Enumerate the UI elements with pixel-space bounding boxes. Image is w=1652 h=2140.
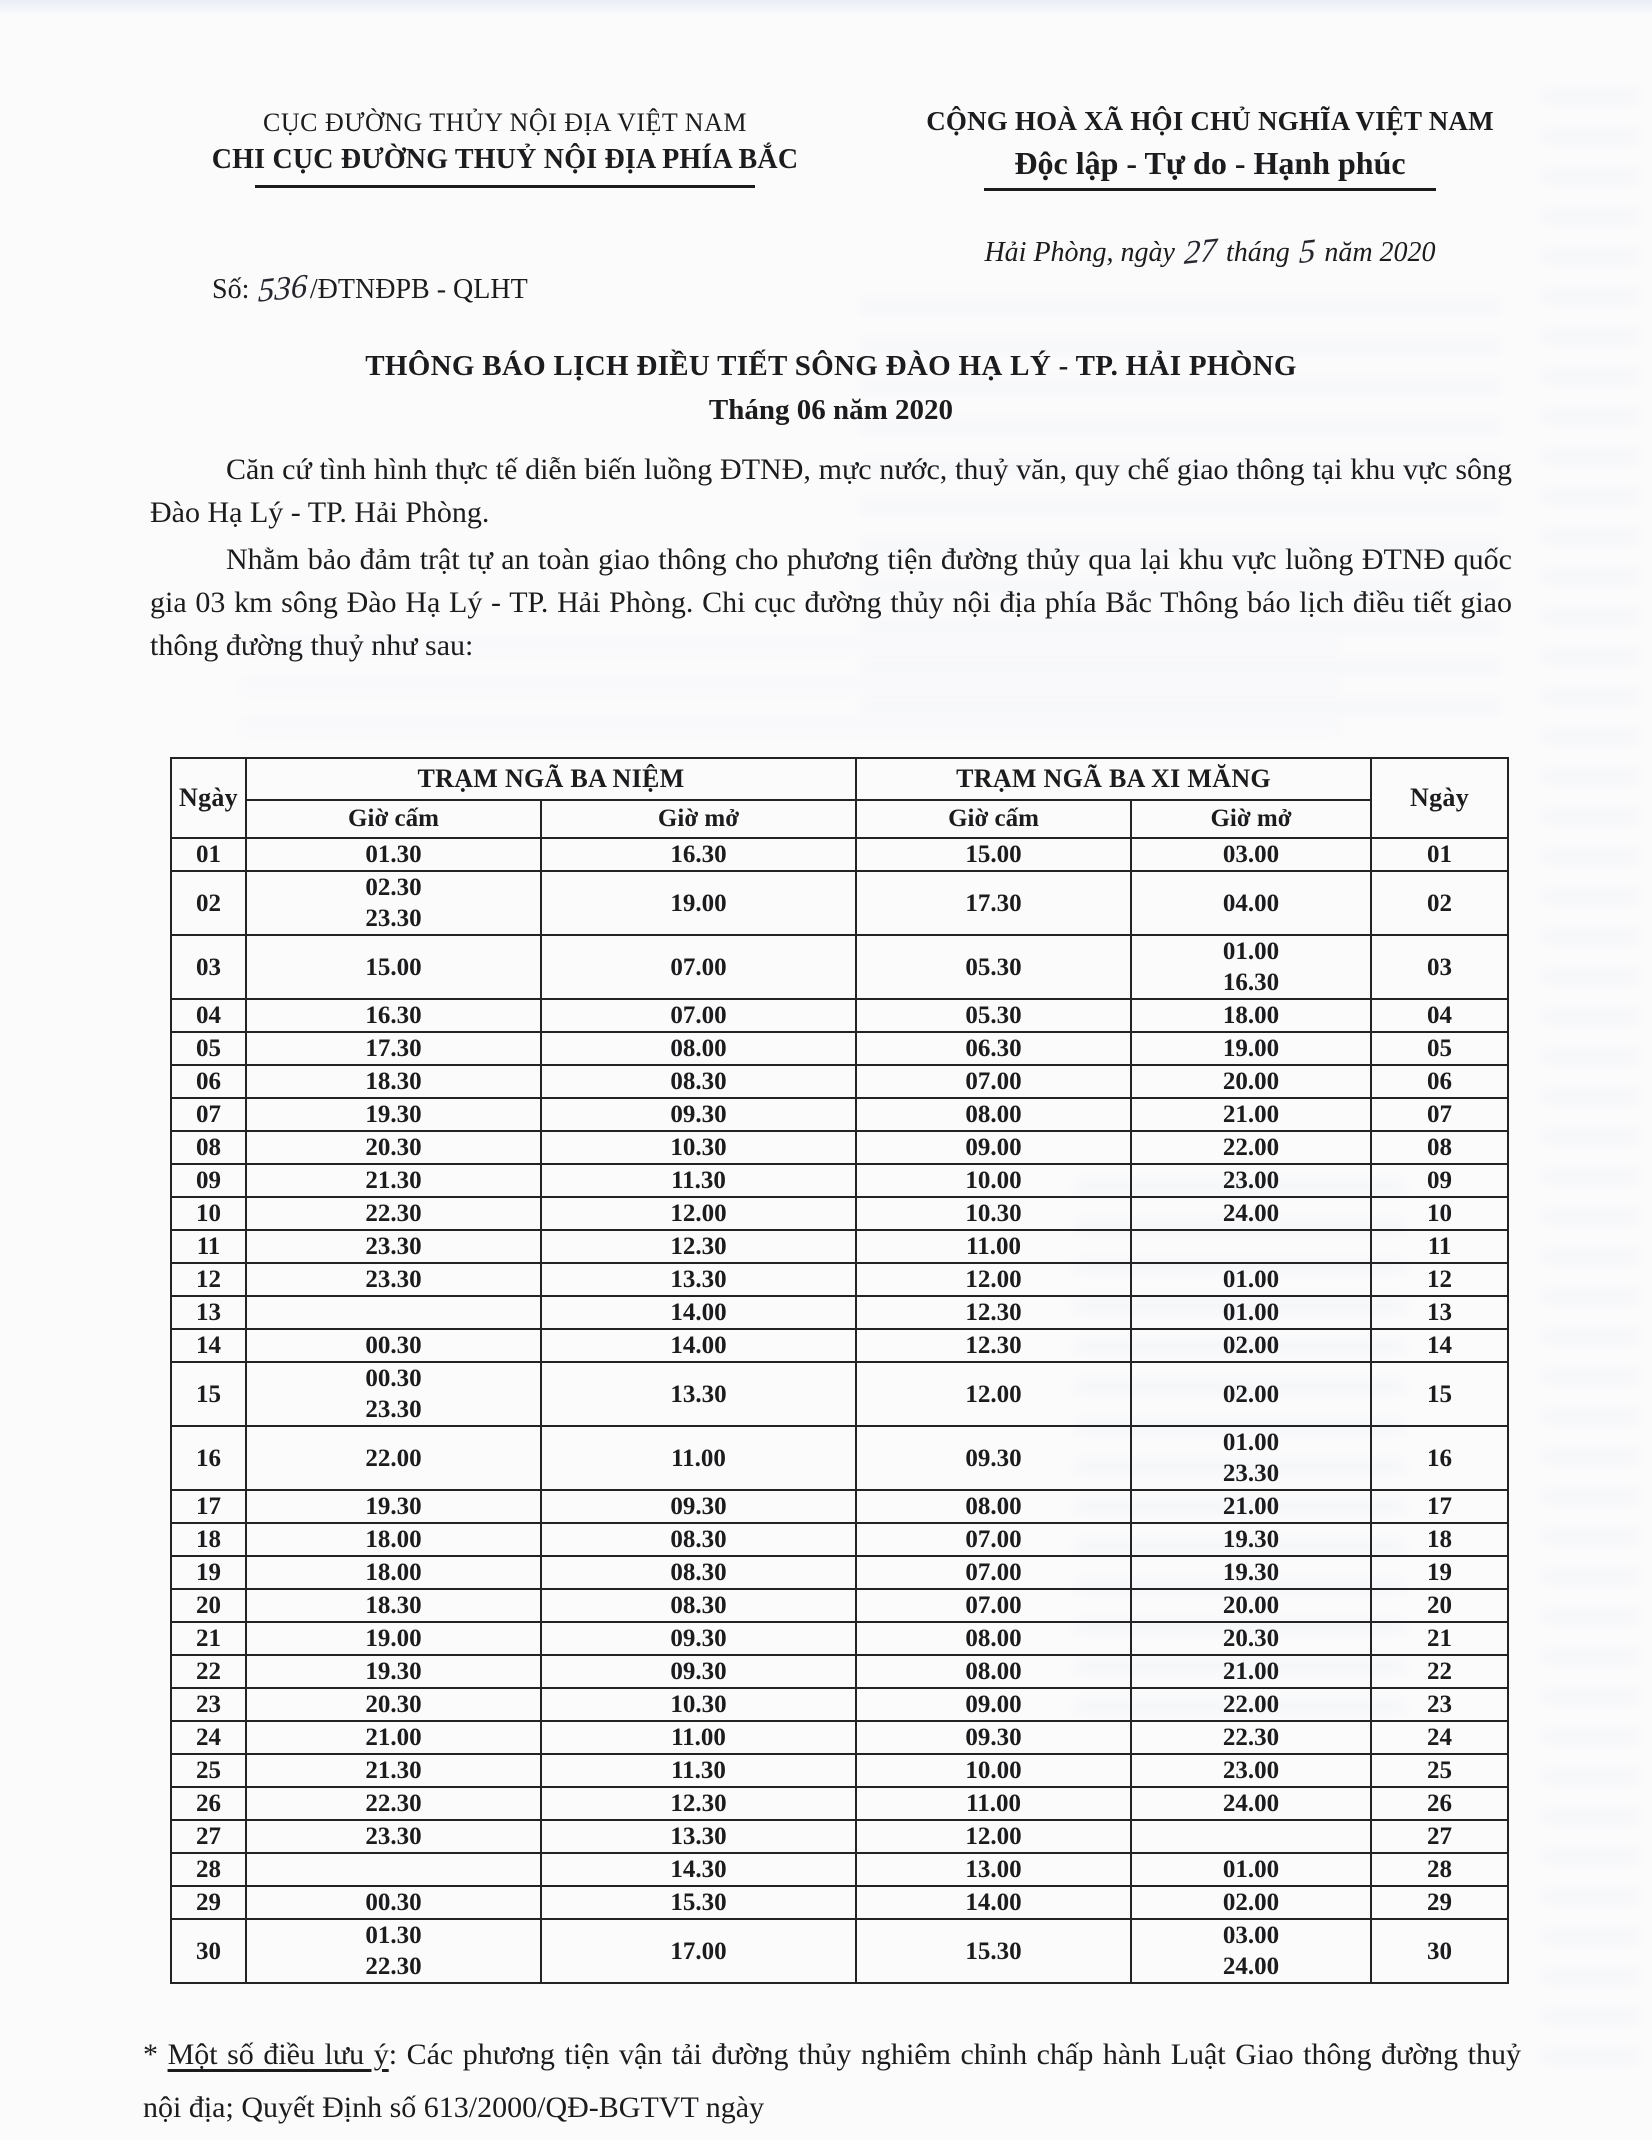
day-cell: 21 <box>1371 1622 1508 1655</box>
ximang-open-cell: 01.00 <box>1131 1853 1371 1886</box>
niem-closed-cell: 00.30 <box>246 1329 541 1362</box>
niem-open-cell: 09.30 <box>541 1490 856 1523</box>
niem-open-cell: 08.30 <box>541 1556 856 1589</box>
national-title: CỘNG HOÀ XÃ HỘI CHỦ NGHĨA VIỆT NAM <box>926 106 1494 136</box>
ximang-open-cell: 20.00 <box>1131 1589 1371 1622</box>
table-row <box>171 1556 1508 1589</box>
niem-closed-cell <box>246 1296 541 1329</box>
ximang-closed-cell: 12.30 <box>856 1296 1131 1329</box>
niem-open-cell: 09.30 <box>541 1098 856 1131</box>
table-row <box>171 1820 1508 1853</box>
ximang-closed-cell: 08.00 <box>856 1655 1131 1688</box>
table-row <box>171 1886 1508 1919</box>
niem-open-cell: 07.00 <box>541 999 856 1032</box>
niem-closed-cell: 20.30 <box>246 1688 541 1721</box>
niem-open-cell: 16.30 <box>541 838 856 871</box>
day-cell: 25 <box>1371 1754 1508 1787</box>
header-day-left: Ngày <box>171 758 246 838</box>
ximang-closed-cell: 10.30 <box>856 1197 1131 1230</box>
ximang-closed-cell: 06.30 <box>856 1032 1131 1065</box>
niem-closed-cell: 21.30 <box>246 1754 541 1787</box>
day-cell: 12 <box>171 1263 246 1296</box>
ximang-closed-cell: 10.00 <box>856 1164 1131 1197</box>
bleed-through-ghost <box>1540 90 1640 2070</box>
day-cell: 03 <box>171 935 246 999</box>
ximang-closed-cell: 07.00 <box>856 1065 1131 1098</box>
issuing-agency-block <box>160 108 850 188</box>
day-cell: 12 <box>1371 1263 1508 1296</box>
day-cell: 18 <box>1371 1523 1508 1556</box>
ximang-open-cell <box>1131 1230 1371 1263</box>
day-cell: 18 <box>171 1523 246 1556</box>
body-text <box>150 448 1512 671</box>
niem-open-cell: 07.00 <box>541 935 856 999</box>
day-cell: 14 <box>171 1329 246 1362</box>
day-cell: 27 <box>171 1820 246 1853</box>
day-cell: 22 <box>171 1655 246 1688</box>
table-row <box>171 1754 1508 1787</box>
niem-open-cell: 10.30 <box>541 1688 856 1721</box>
header-station-ximang: TRẠM NGÃ BA XI MĂNG <box>856 758 1371 800</box>
table-row <box>171 838 1508 871</box>
table-row <box>171 1329 1508 1362</box>
day-cell: 19 <box>1371 1556 1508 1589</box>
day-cell: 16 <box>1371 1426 1508 1490</box>
table-row <box>171 1919 1508 1983</box>
day-cell: 25 <box>171 1754 246 1787</box>
ximang-closed-cell: 11.00 <box>856 1787 1131 1820</box>
table-row <box>171 1263 1508 1296</box>
ximang-closed-cell: 09.30 <box>856 1721 1131 1754</box>
day-cell: 17 <box>1371 1490 1508 1523</box>
header-ximang-open: Giờ mở <box>1131 800 1371 838</box>
ximang-open-cell: 21.00 <box>1131 1098 1371 1131</box>
ximang-closed-cell: 07.00 <box>856 1556 1131 1589</box>
ximang-closed-cell: 05.30 <box>856 935 1131 999</box>
ximang-open-cell: 19.00 <box>1131 1032 1371 1065</box>
day-cell: 09 <box>1371 1164 1508 1197</box>
day-cell: 11 <box>1371 1230 1508 1263</box>
ximang-closed-cell: 08.00 <box>856 1098 1131 1131</box>
day-cell: 10 <box>171 1197 246 1230</box>
day-cell: 17 <box>171 1490 246 1523</box>
ximang-closed-cell: 15.00 <box>856 838 1131 871</box>
niem-closed-cell: 01.30 <box>246 838 541 871</box>
ximang-open-cell: 03.00 24.00 <box>1131 1919 1371 1983</box>
footnote-underlined: Một số điều lưu ý <box>167 2038 389 2071</box>
national-header-block <box>850 106 1570 272</box>
ximang-open-cell: 19.30 <box>1131 1523 1371 1556</box>
ref-suffix: /ĐTNĐPB - QLHT <box>309 274 528 305</box>
day-cell: 19 <box>171 1556 246 1589</box>
niem-open-cell: 08.00 <box>541 1032 856 1065</box>
ximang-closed-cell: 10.00 <box>856 1754 1131 1787</box>
ximang-open-cell: 01.00 16.30 <box>1131 935 1371 999</box>
niem-open-cell: 11.30 <box>541 1754 856 1787</box>
parent-agency-name: CỤC ĐƯỜNG THỦY NỘI ĐỊA VIỆT NAM <box>263 108 747 137</box>
niem-closed-cell: 22.00 <box>246 1426 541 1490</box>
niem-closed-cell: 18.00 <box>246 1556 541 1589</box>
ximang-open-cell: 22.00 <box>1131 1688 1371 1721</box>
schedule-table-body <box>171 838 1508 1983</box>
day-cell: 28 <box>1371 1853 1508 1886</box>
day-cell: 03 <box>1371 935 1508 999</box>
niem-open-cell: 17.00 <box>541 1919 856 1983</box>
niem-open-cell: 08.30 <box>541 1589 856 1622</box>
ximang-closed-cell: 07.00 <box>856 1589 1131 1622</box>
day-cell: 13 <box>1371 1296 1508 1329</box>
niem-closed-cell: 21.00 <box>246 1721 541 1754</box>
table-row <box>171 1197 1508 1230</box>
day-cell: 23 <box>1371 1688 1508 1721</box>
title-line2: Tháng 06 năm 2020 <box>708 394 954 426</box>
footnote-rest: : Các phương tiện vận tải đường thủy nghiêm chỉnh chấp hành Luật Giao thông đường thuỷ nội địa; Quyết Định số 613/2000/QĐ-BGTVT ngày <box>143 2038 1522 2124</box>
day-cell: 27 <box>1371 1820 1508 1853</box>
niem-open-cell: 19.00 <box>541 871 856 935</box>
niem-closed-cell: 23.30 <box>246 1820 541 1853</box>
table-row <box>171 1362 1508 1426</box>
table-row <box>171 1589 1508 1622</box>
niem-open-cell: 08.30 <box>541 1523 856 1556</box>
niem-closed-cell: 00.30 23.30 <box>246 1362 541 1426</box>
day-cell: 16 <box>171 1426 246 1490</box>
niem-closed-cell: 02.30 23.30 <box>246 871 541 935</box>
ximang-closed-cell: 09.30 <box>856 1426 1131 1490</box>
day-cell: 30 <box>171 1919 246 1983</box>
niem-open-cell: 10.30 <box>541 1131 856 1164</box>
table-row <box>171 1853 1508 1886</box>
day-cell: 28 <box>171 1853 246 1886</box>
ximang-closed-cell: 15.30 <box>856 1919 1131 1983</box>
niem-closed-cell: 22.30 <box>246 1787 541 1820</box>
ximang-open-cell: 24.00 <box>1131 1787 1371 1820</box>
ximang-closed-cell: 07.00 <box>856 1523 1131 1556</box>
ximang-open-cell: 21.00 <box>1131 1490 1371 1523</box>
day-cell: 29 <box>1371 1886 1508 1919</box>
ximang-open-cell: 22.00 <box>1131 1131 1371 1164</box>
niem-closed-cell: 00.30 <box>246 1886 541 1919</box>
table-row <box>171 999 1508 1032</box>
title-line1: THÔNG BÁO LỊCH ĐIỀU TIẾT SÔNG ĐÀO HẠ LÝ - TP. HẢI PHÒNG <box>365 350 1297 382</box>
day-cell: 20 <box>1371 1589 1508 1622</box>
niem-closed-cell: 23.30 <box>246 1263 541 1296</box>
ximang-closed-cell: 12.00 <box>856 1820 1131 1853</box>
table-row <box>171 1688 1508 1721</box>
table-row <box>171 1164 1508 1197</box>
niem-closed-cell: 18.00 <box>246 1523 541 1556</box>
niem-closed-cell: 01.30 22.30 <box>246 1919 541 1983</box>
ximang-closed-cell: 14.00 <box>856 1886 1131 1919</box>
ximang-open-cell: 20.30 <box>1131 1622 1371 1655</box>
day-cell: 14 <box>1371 1329 1508 1362</box>
niem-open-cell: 13.30 <box>541 1263 856 1296</box>
ximang-open-cell: 22.30 <box>1131 1721 1371 1754</box>
ximang-closed-cell: 05.30 <box>856 999 1131 1032</box>
day-cell: 04 <box>171 999 246 1032</box>
ximang-closed-cell: 12.00 <box>856 1263 1131 1296</box>
footnote <box>143 2028 1521 2134</box>
day-cell: 07 <box>1371 1098 1508 1131</box>
day-cell: 02 <box>1371 871 1508 935</box>
ximang-open-cell: 24.00 <box>1131 1197 1371 1230</box>
table-row <box>171 1098 1508 1131</box>
niem-open-cell: 09.30 <box>541 1622 856 1655</box>
ximang-open-cell: 01.00 <box>1131 1263 1371 1296</box>
ximang-open-cell: 02.00 <box>1131 1362 1371 1426</box>
ximang-open-cell: 21.00 <box>1131 1655 1371 1688</box>
day-cell: 05 <box>171 1032 246 1065</box>
paragraph-1: Căn cứ tình hình thực tế diễn biến luồng ĐTNĐ, mực nước, thuỷ văn, quy chế giao thông tại khu vực sông Đào Hạ Lý - TP. Hải Phòng. <box>150 453 1512 529</box>
table-row <box>171 1655 1508 1688</box>
ref-label: Số: <box>212 274 250 305</box>
niem-closed-cell: 19.00 <box>246 1622 541 1655</box>
day-cell: 11 <box>171 1230 246 1263</box>
footnote-star: * <box>143 2038 168 2071</box>
date-month-word: tháng <box>1226 237 1290 268</box>
niem-open-cell: 14.00 <box>541 1296 856 1329</box>
niem-open-cell: 13.30 <box>541 1362 856 1426</box>
niem-closed-cell: 19.30 <box>246 1655 541 1688</box>
day-cell: 08 <box>1371 1131 1508 1164</box>
day-cell: 02 <box>171 871 246 935</box>
day-cell: 15 <box>1371 1362 1508 1426</box>
ximang-open-cell: 23.00 <box>1131 1754 1371 1787</box>
ximang-open-cell: 02.00 <box>1131 1329 1371 1362</box>
day-cell: 10 <box>1371 1197 1508 1230</box>
header-ximang-closed: Giờ cấm <box>856 800 1131 838</box>
niem-open-cell: 12.30 <box>541 1230 856 1263</box>
ximang-closed-cell: 12.30 <box>856 1329 1131 1362</box>
header-niem-closed: Giờ cấm <box>246 800 541 838</box>
day-cell: 24 <box>171 1721 246 1754</box>
niem-open-cell: 12.30 <box>541 1787 856 1820</box>
date-year: năm 2020 <box>1324 237 1436 268</box>
niem-closed-cell <box>246 1853 541 1886</box>
ximang-open-cell: 02.00 <box>1131 1886 1371 1919</box>
day-cell: 26 <box>171 1787 246 1820</box>
day-cell: 22 <box>1371 1655 1508 1688</box>
niem-closed-cell: 16.30 <box>246 999 541 1032</box>
ximang-closed-cell: 08.00 <box>856 1622 1131 1655</box>
issuing-agency-name: CHI CỤC ĐƯỜNG THUỶ NỘI ĐỊA PHÍA BẮC <box>211 144 799 175</box>
day-cell: 09 <box>171 1164 246 1197</box>
niem-open-cell: 15.30 <box>541 1886 856 1919</box>
niem-closed-cell: 17.30 <box>246 1032 541 1065</box>
day-cell: 30 <box>1371 1919 1508 1983</box>
niem-open-cell: 11.30 <box>541 1164 856 1197</box>
date-place: Hải Phòng, ngày <box>984 237 1175 268</box>
day-cell: 08 <box>171 1131 246 1164</box>
ximang-closed-cell: 12.00 <box>856 1362 1131 1426</box>
schedule-table <box>170 757 1509 1984</box>
ximang-open-cell: 20.00 <box>1131 1065 1371 1098</box>
document-title <box>150 350 1512 427</box>
niem-closed-cell: 18.30 <box>246 1589 541 1622</box>
niem-closed-cell: 18.30 <box>246 1065 541 1098</box>
day-cell: 05 <box>1371 1032 1508 1065</box>
niem-closed-cell: 15.00 <box>246 935 541 999</box>
ximang-open-cell: 19.30 <box>1131 1556 1371 1589</box>
niem-open-cell: 08.30 <box>541 1065 856 1098</box>
handwritten-ref-number: 536 <box>257 268 309 310</box>
day-cell: 20 <box>171 1589 246 1622</box>
day-cell: 06 <box>1371 1065 1508 1098</box>
header-day-right: Ngày <box>1371 758 1508 838</box>
niem-closed-cell: 19.30 <box>246 1098 541 1131</box>
table-row <box>171 1230 1508 1263</box>
reference-number <box>212 268 528 310</box>
niem-open-cell: 11.00 <box>541 1721 856 1754</box>
ximang-closed-cell: 08.00 <box>856 1490 1131 1523</box>
day-cell: 01 <box>171 838 246 871</box>
ximang-closed-cell: 11.00 <box>856 1230 1131 1263</box>
day-cell: 21 <box>171 1622 246 1655</box>
niem-open-cell: 14.00 <box>541 1329 856 1362</box>
niem-closed-cell: 20.30 <box>246 1131 541 1164</box>
day-cell: 07 <box>171 1098 246 1131</box>
day-cell: 15 <box>171 1362 246 1426</box>
paragraph-2: Nhằm bảo đảm trật tự an toàn giao thông cho phương tiện đường thủy qua lại khu vực luồng ĐTNĐ quốc gia 03 km sông Đào Hạ Lý - TP. Hải Phòng. Chi cục đường thủy nội địa phía Bắc Thông báo lịch điều tiết giao thông đường thuỷ như sau: <box>150 543 1512 662</box>
ximang-open-cell <box>1131 1820 1371 1853</box>
day-cell: 24 <box>1371 1721 1508 1754</box>
table-row <box>171 1721 1508 1754</box>
ximang-closed-cell: 09.00 <box>856 1131 1131 1164</box>
day-cell: 29 <box>171 1886 246 1919</box>
niem-open-cell: 12.00 <box>541 1197 856 1230</box>
ximang-closed-cell: 09.00 <box>856 1688 1131 1721</box>
ximang-open-cell: 04.00 <box>1131 871 1371 935</box>
niem-closed-cell: 22.30 <box>246 1197 541 1230</box>
table-row <box>171 1787 1508 1820</box>
day-cell: 04 <box>1371 999 1508 1032</box>
motto-underline <box>984 188 1436 191</box>
agency-underline <box>255 185 755 188</box>
national-motto: Độc lập - Tự do - Hạnh phúc <box>1014 145 1406 181</box>
day-cell: 06 <box>171 1065 246 1098</box>
ximang-open-cell: 23.00 <box>1131 1164 1371 1197</box>
ximang-open-cell: 03.00 <box>1131 838 1371 871</box>
table-row <box>171 1426 1508 1490</box>
ximang-open-cell: 01.00 <box>1131 1296 1371 1329</box>
ximang-closed-cell: 13.00 <box>856 1853 1131 1886</box>
table-row <box>171 1065 1508 1098</box>
table-row <box>171 1523 1508 1556</box>
handwritten-day: 27 <box>1183 232 1218 272</box>
table-row <box>171 1131 1508 1164</box>
niem-open-cell: 13.30 <box>541 1820 856 1853</box>
header-station-niem: TRẠM NGÃ BA NIỆM <box>246 758 856 800</box>
table-row <box>171 935 1508 999</box>
date-line <box>850 232 1570 272</box>
day-cell: 26 <box>1371 1787 1508 1820</box>
table-row <box>171 871 1508 935</box>
table-row <box>171 1622 1508 1655</box>
day-cell: 01 <box>1371 838 1508 871</box>
niem-closed-cell: 23.30 <box>246 1230 541 1263</box>
niem-open-cell: 11.00 <box>541 1426 856 1490</box>
table-row <box>171 1490 1508 1523</box>
handwritten-month: 5 <box>1298 232 1316 272</box>
ximang-open-cell: 18.00 <box>1131 999 1371 1032</box>
table-row <box>171 1032 1508 1065</box>
niem-closed-cell: 21.30 <box>246 1164 541 1197</box>
header-niem-open: Giờ mở <box>541 800 856 838</box>
day-cell: 13 <box>171 1296 246 1329</box>
niem-open-cell: 14.30 <box>541 1853 856 1886</box>
ximang-open-cell: 01.00 23.30 <box>1131 1426 1371 1490</box>
niem-open-cell: 09.30 <box>541 1655 856 1688</box>
niem-closed-cell: 19.30 <box>246 1490 541 1523</box>
ximang-closed-cell: 17.30 <box>856 871 1131 935</box>
table-row <box>171 1296 1508 1329</box>
day-cell: 23 <box>171 1688 246 1721</box>
